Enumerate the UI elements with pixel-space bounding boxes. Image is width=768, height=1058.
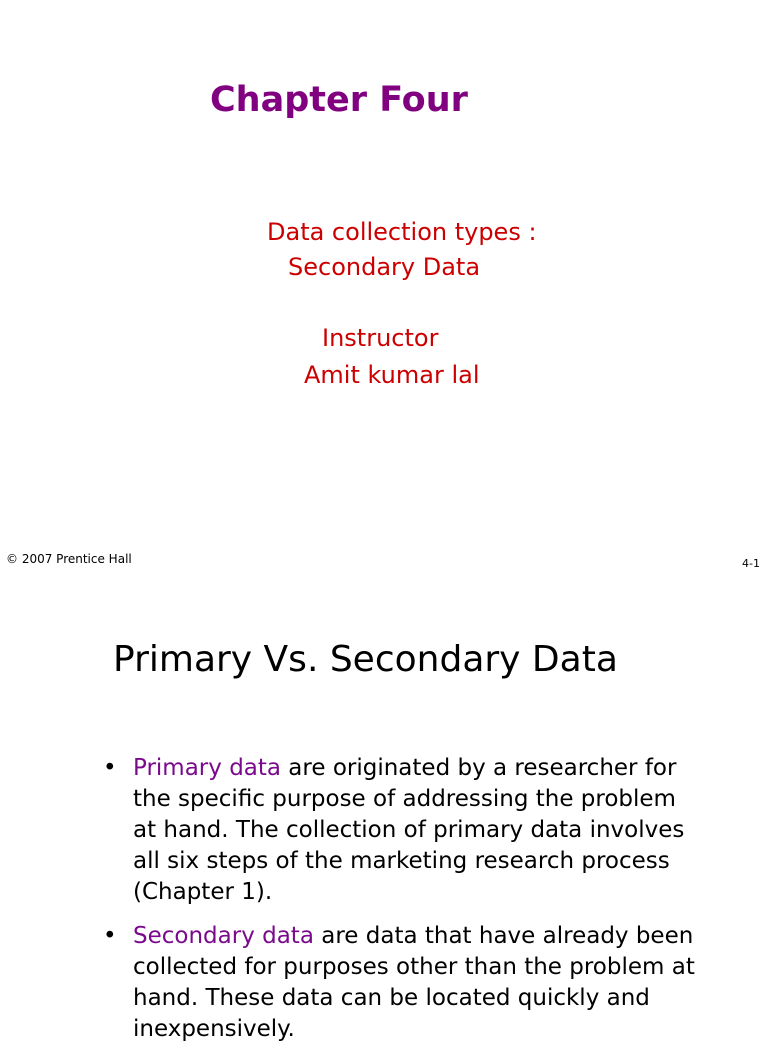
subtitle-line-1: Data collection types :: [267, 218, 537, 246]
bullet-text: are data that have already been collected for purposes other than the problem at hand. These data can be located quickly and inexpensively.: [133, 923, 695, 1042]
bullet-item-secondary-data: [103, 921, 703, 1045]
bullet-term: Secondary data: [133, 923, 314, 949]
chapter-title: Chapter Four: [210, 80, 468, 120]
subtitle-line-2: Secondary Data: [288, 253, 481, 281]
bullet-text: are originated by a researcher for the specific purpose of addressing the problem at hand. The collection of primary data involves all six steps of the marketing research process (Chapter 1).: [133, 755, 685, 905]
bullet-term: Primary data: [133, 755, 281, 781]
bullet-list: [103, 753, 703, 1058]
slide-number: 4-1: [742, 557, 760, 570]
bullet-dot-icon: •: [103, 923, 117, 949]
bullet-dot-icon: •: [103, 755, 117, 781]
content-slide: [0, 585, 768, 1042]
instructor-name: Amit kumar lal: [304, 361, 480, 389]
instructor-label: Instructor: [322, 324, 439, 352]
bullet-item-primary-data: [103, 753, 703, 908]
copyright-notice: © 2007 Prentice Hall: [6, 552, 132, 566]
slide-heading: Primary Vs. Secondary Data: [113, 639, 618, 680]
